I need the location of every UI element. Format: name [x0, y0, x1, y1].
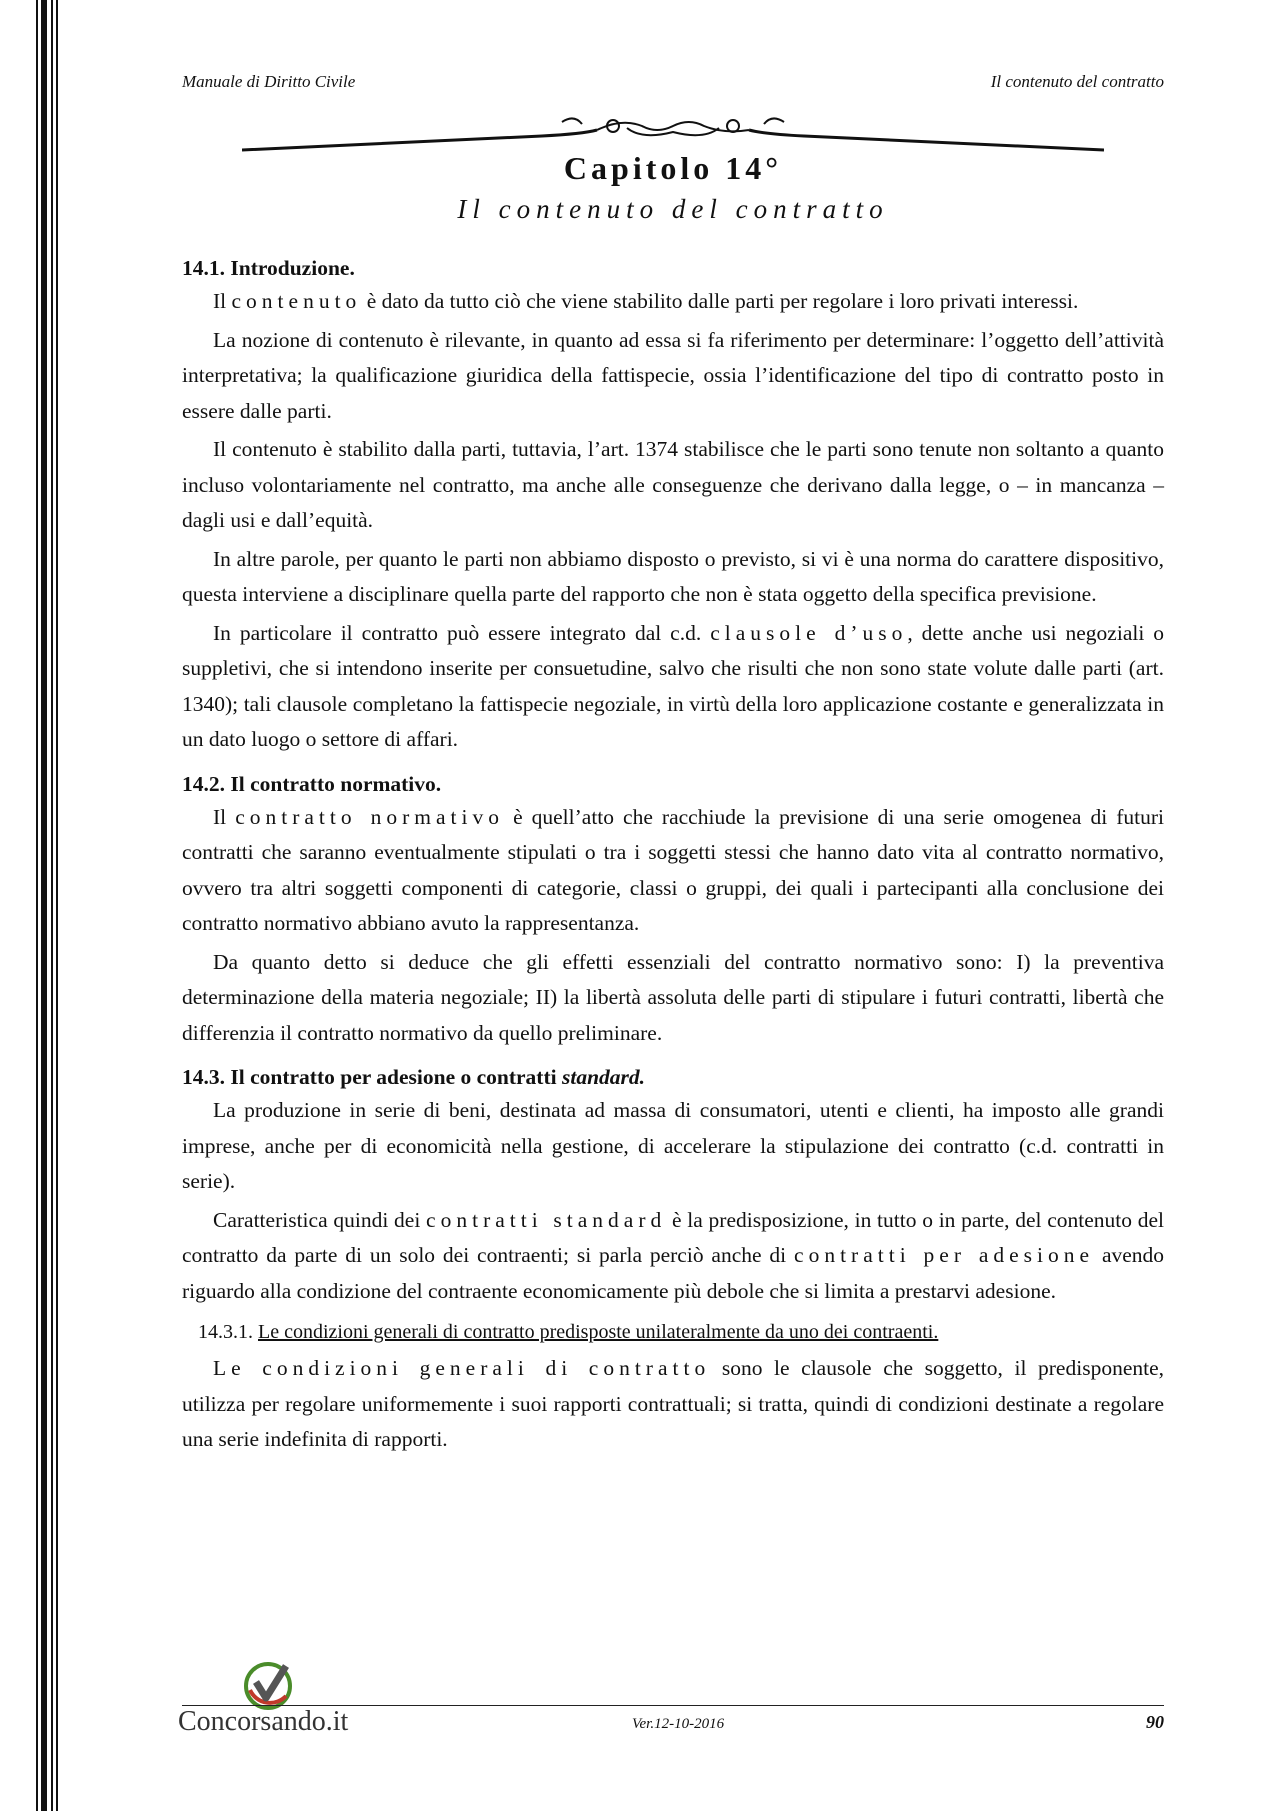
- spaced-term: contratti standard: [426, 1207, 667, 1232]
- spaced-term: clausole d’uso: [710, 620, 908, 645]
- subsection-heading-14-3-1: 14.3.1. Le condizioni generali di contratto predisposte unilateralmente da uno dei contraenti.: [198, 1321, 939, 1343]
- paragraph: La produzione in serie di beni, destinata ad massa di consumatori, utenti e clienti, ha imposto alle grandi imprese, anche per di economicità nella gestione, di accelerare la stipulazione dei contratto (c.d. contratti in serie).: [182, 1098, 1164, 1193]
- section-heading-14-1: 14.1. Introduzione.: [182, 256, 355, 280]
- page-number: 90: [1146, 1712, 1164, 1732]
- document-body: [182, 252, 1164, 1461]
- paragraph: Il contenuto è stabilito dalla parti, tuttavia, l’art. 1374 stabilisce che le parti sono tenute non soltanto a quanto incluso volontariamente nel contratto, ma anche alle conseguenze che derivano dalla legge, o – in mancanza – dagli usi e dall’equità.: [182, 437, 1164, 532]
- spaced-term: contratti per adesione: [794, 1243, 1095, 1267]
- page-footer: [178, 1660, 1164, 1750]
- paragraph: Il contenuto è dato da tutto ciò che viene stabilito dalle parti per regolare i loro privati interessi.: [213, 289, 1079, 313]
- header-book-title: Manuale di Diritto Civile: [182, 72, 356, 91]
- paragraph: Caratteristica quindi dei contratti standard è la predisposizione, in tutto o in parte, del contenuto del contratto da parte di un solo dei contraenti; si parla perciò anche di contratti per adesione avendo riguardo alla condizione del contraente economicamente più debole che si limita a prestarvi adesione.: [182, 1207, 1165, 1303]
- chapter-subtitle: Il contenuto del contratto: [457, 194, 889, 224]
- running-header: [182, 72, 1164, 98]
- chapter-title: Capitolo 14°: [563, 150, 783, 186]
- version-label: Ver.12-10-2016: [632, 1716, 725, 1732]
- paragraph: In particolare il contratto può essere integrato dal c.d. clausole d’uso, dette anche usi negoziali o suppletivi, che si intendono inserite per consuetudine, salvo che risulti che non sono state volute dalle parti (art. 1340); tali clausole completano la fattispecie negoziale, in virtù della loro applicazione costante e generalizzata in un dato luogo o settore di affari.: [182, 620, 1165, 751]
- section-heading-14-3: 14.3. Il contratto per adesione o contratti standard.: [182, 1065, 646, 1089]
- spaced-term: contratto normativo: [235, 804, 505, 829]
- section-heading-14-2: 14.2. Il contratto normativo.: [182, 771, 442, 796]
- paragraph: Le condizioni generali di contratto sono le clausole che soggetto, il predisponente, utilizza per regolare uniformemente i suoi rapporti contrattuali; si tratta, quindi di condizioni destinate a regolare una serie indefinita di rapporti.: [182, 1356, 1164, 1451]
- paragraph: La nozione di contenuto è rilevante, in quanto ad essa si fa riferimento per determinare: l’oggetto dell’attività interpretativa; la qualificazione giuridica della fattispecie, ossia l’identificazione del tipo di contratto posto in essere dalle parti.: [182, 327, 1164, 423]
- spaced-term: Le condizioni generali di contratto: [213, 1356, 711, 1380]
- header-chapter-title: Il contenuto del contratto: [990, 72, 1164, 91]
- paragraph: Il contratto normativo è quell’atto che racchiude la previsione di una serie omogenea di futuri contratti che saranno eventualmente stipulati o tra i soggetti stessi che hanno dato vita al contratto normativo, ovvero tra altri soggetti componenti di categorie, classi o gruppi, dei quali i partecipanti alla conclusione dei contratto normativo abbiano avuto la rappresentanza.: [182, 804, 1165, 935]
- paragraph: Da quanto detto si deduce che gli effetti essenziali del contratto normativo sono: I) la preventiva determinazione della materia negoziale; II) la libertà assoluta delle parti di stipulare i futuri contratti, libertà che differenzia il contratto normativo da quello preliminare.: [182, 949, 1164, 1045]
- paragraph: In altre parole, per quanto le parti non abbiamo disposto o previsto, si vi è una norma do carattere dispositivo, questa interviene a disciplinare quella parte del rapporto che non è stata oggetto della specifica previsione.: [182, 546, 1164, 606]
- spaced-term: contenuto: [231, 289, 362, 313]
- margin-rule: [36, 0, 64, 1811]
- brand-name: Concorsando.it: [178, 1706, 349, 1737]
